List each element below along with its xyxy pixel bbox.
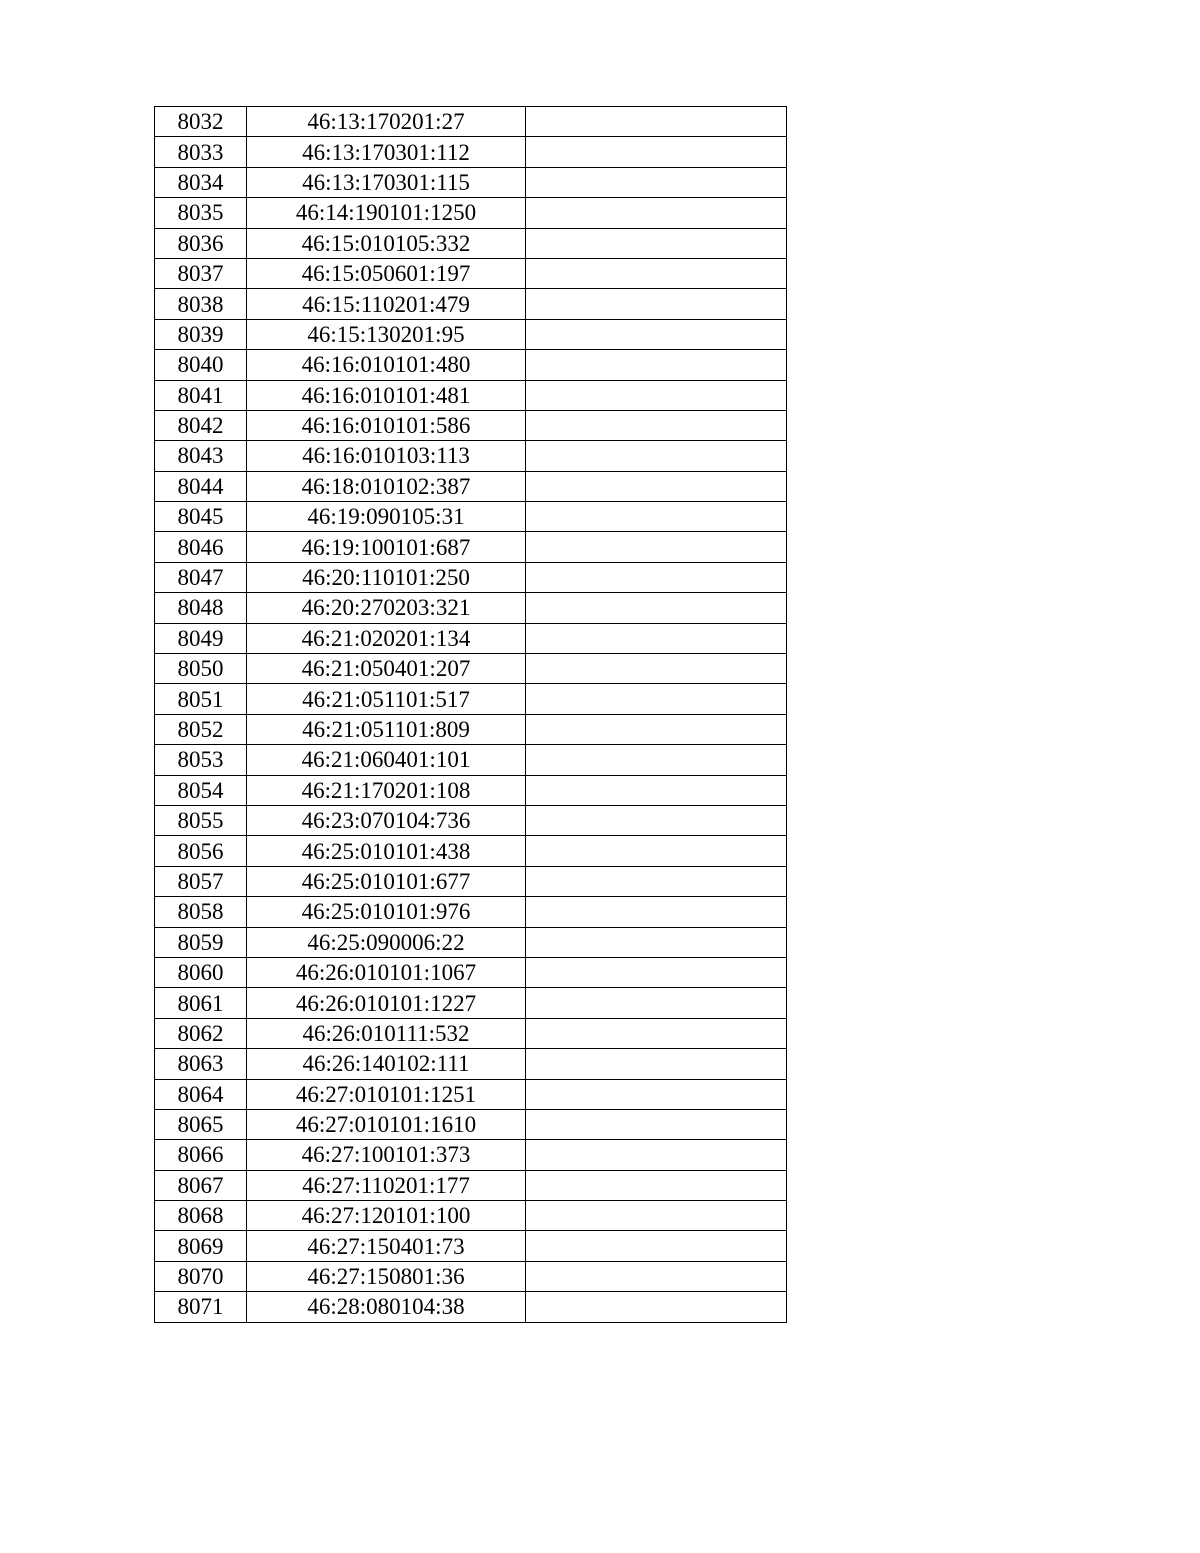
empty-note-cell <box>526 897 787 927</box>
row-number-cell: 8054 <box>155 775 247 805</box>
cadastral-number-cell: 46:15:110201:479 <box>247 289 526 319</box>
table-row <box>155 228 787 258</box>
cadastral-number-cell: 46:20:270203:321 <box>247 593 526 623</box>
table-row <box>155 866 787 896</box>
cadastral-number-cell: 46:25:010101:677 <box>247 866 526 896</box>
row-number-cell: 8047 <box>155 562 247 592</box>
table-row <box>155 471 787 501</box>
empty-note-cell <box>526 532 787 562</box>
empty-note-cell <box>526 502 787 532</box>
table-row <box>155 380 787 410</box>
empty-note-cell <box>526 714 787 744</box>
cadastral-number-cell: 46:27:010101:1610 <box>247 1109 526 1139</box>
row-number-cell: 8044 <box>155 471 247 501</box>
row-number-cell: 8045 <box>155 502 247 532</box>
cadastral-number-cell: 46:26:010111:532 <box>247 1018 526 1048</box>
cadastral-number-cell: 46:27:100101:373 <box>247 1140 526 1170</box>
empty-note-cell <box>526 289 787 319</box>
cadastral-number-cell: 46:16:010101:481 <box>247 380 526 410</box>
cadastral-number-cell: 46:13:170301:115 <box>247 167 526 197</box>
empty-note-cell <box>526 1109 787 1139</box>
empty-note-cell <box>526 805 787 835</box>
table-row <box>155 319 787 349</box>
table-row <box>155 441 787 471</box>
table-row <box>155 1201 787 1231</box>
cadastral-number-cell: 46:26:010101:1227 <box>247 988 526 1018</box>
table-row <box>155 684 787 714</box>
table-row <box>155 532 787 562</box>
empty-note-cell <box>526 380 787 410</box>
table-row <box>155 593 787 623</box>
empty-note-cell <box>526 1049 787 1079</box>
row-number-cell: 8059 <box>155 927 247 957</box>
empty-note-cell <box>526 471 787 501</box>
cadastral-number-cell: 46:27:110201:177 <box>247 1170 526 1200</box>
cadastral-number-cell: 46:21:051101:517 <box>247 684 526 714</box>
table-row <box>155 198 787 228</box>
cadastral-number-cell: 46:20:110101:250 <box>247 562 526 592</box>
cadastral-number-cell: 46:23:070104:736 <box>247 805 526 835</box>
table-row <box>155 988 787 1018</box>
row-number-cell: 8067 <box>155 1170 247 1200</box>
row-number-cell: 8055 <box>155 805 247 835</box>
cadastral-number-cell: 46:25:090006:22 <box>247 927 526 957</box>
table-body <box>155 107 787 1323</box>
table-row <box>155 167 787 197</box>
table-row <box>155 1018 787 1048</box>
table-row <box>155 836 787 866</box>
row-number-cell: 8032 <box>155 107 247 137</box>
table-row <box>155 562 787 592</box>
table-row <box>155 1109 787 1139</box>
empty-note-cell <box>526 350 787 380</box>
table-row <box>155 1049 787 1079</box>
row-number-cell: 8052 <box>155 714 247 744</box>
empty-note-cell <box>526 441 787 471</box>
empty-note-cell <box>526 927 787 957</box>
empty-note-cell <box>526 836 787 866</box>
row-number-cell: 8042 <box>155 410 247 440</box>
cadastral-number-cell: 46:16:010103:113 <box>247 441 526 471</box>
empty-note-cell <box>526 198 787 228</box>
row-number-cell: 8057 <box>155 866 247 896</box>
empty-note-cell <box>526 410 787 440</box>
cadastral-number-cell: 46:15:010105:332 <box>247 228 526 258</box>
cadastral-number-cell: 46:16:010101:480 <box>247 350 526 380</box>
row-number-cell: 8036 <box>155 228 247 258</box>
table-row <box>155 289 787 319</box>
table-row <box>155 258 787 288</box>
table-row <box>155 623 787 653</box>
row-number-cell: 8039 <box>155 319 247 349</box>
cadastral-number-cell: 46:19:100101:687 <box>247 532 526 562</box>
cadastral-number-cell: 46:21:051101:809 <box>247 714 526 744</box>
cadastral-number-cell: 46:21:020201:134 <box>247 623 526 653</box>
cadastral-number-cell: 46:26:140102:111 <box>247 1049 526 1079</box>
empty-note-cell <box>526 1292 787 1322</box>
empty-note-cell <box>526 107 787 137</box>
row-number-cell: 8063 <box>155 1049 247 1079</box>
empty-note-cell <box>526 137 787 167</box>
cadastral-number-cell: 46:27:150801:36 <box>247 1261 526 1291</box>
cadastral-number-cell: 46:21:060401:101 <box>247 745 526 775</box>
row-number-cell: 8066 <box>155 1140 247 1170</box>
cadastral-number-cell: 46:15:050601:197 <box>247 258 526 288</box>
table-row <box>155 775 787 805</box>
cadastral-number-cell: 46:21:050401:207 <box>247 654 526 684</box>
table-row <box>155 654 787 684</box>
cadastral-number-cell: 46:19:090105:31 <box>247 502 526 532</box>
empty-note-cell <box>526 623 787 653</box>
empty-note-cell <box>526 228 787 258</box>
empty-note-cell <box>526 684 787 714</box>
table-row <box>155 805 787 835</box>
cadastral-number-cell: 46:21:170201:108 <box>247 775 526 805</box>
empty-note-cell <box>526 1170 787 1200</box>
empty-note-cell <box>526 1231 787 1261</box>
table-row <box>155 1292 787 1322</box>
empty-note-cell <box>526 775 787 805</box>
row-number-cell: 8056 <box>155 836 247 866</box>
table-row <box>155 927 787 957</box>
row-number-cell: 8068 <box>155 1201 247 1231</box>
cadastral-number-cell: 46:26:010101:1067 <box>247 957 526 987</box>
table-row <box>155 137 787 167</box>
row-number-cell: 8048 <box>155 593 247 623</box>
cadastral-number-cell: 46:18:010102:387 <box>247 471 526 501</box>
cadastral-number-cell: 46:16:010101:586 <box>247 410 526 440</box>
table-row <box>155 1261 787 1291</box>
cadastral-number-cell: 46:14:190101:1250 <box>247 198 526 228</box>
row-number-cell: 8053 <box>155 745 247 775</box>
row-number-cell: 8060 <box>155 957 247 987</box>
row-number-cell: 8046 <box>155 532 247 562</box>
empty-note-cell <box>526 258 787 288</box>
empty-note-cell <box>526 988 787 1018</box>
cadastral-number-cell: 46:15:130201:95 <box>247 319 526 349</box>
table-row <box>155 107 787 137</box>
row-number-cell: 8038 <box>155 289 247 319</box>
table-row <box>155 1079 787 1109</box>
cadastral-number-cell: 46:13:170301:112 <box>247 137 526 167</box>
row-number-cell: 8050 <box>155 654 247 684</box>
row-number-cell: 8051 <box>155 684 247 714</box>
empty-note-cell <box>526 1018 787 1048</box>
cadastral-number-cell: 46:28:080104:38 <box>247 1292 526 1322</box>
row-number-cell: 8070 <box>155 1261 247 1291</box>
row-number-cell: 8049 <box>155 623 247 653</box>
table-row <box>155 502 787 532</box>
cadastral-table <box>154 106 787 1323</box>
row-number-cell: 8043 <box>155 441 247 471</box>
row-number-cell: 8065 <box>155 1109 247 1139</box>
row-number-cell: 8034 <box>155 167 247 197</box>
row-number-cell: 8069 <box>155 1231 247 1261</box>
empty-note-cell <box>526 562 787 592</box>
empty-note-cell <box>526 1140 787 1170</box>
row-number-cell: 8061 <box>155 988 247 1018</box>
row-number-cell: 8041 <box>155 380 247 410</box>
cadastral-number-cell: 46:27:010101:1251 <box>247 1079 526 1109</box>
empty-note-cell <box>526 654 787 684</box>
empty-note-cell <box>526 1261 787 1291</box>
cadastral-number-cell: 46:25:010101:976 <box>247 897 526 927</box>
empty-note-cell <box>526 866 787 896</box>
table-row <box>155 745 787 775</box>
empty-note-cell <box>526 957 787 987</box>
table-row <box>155 1140 787 1170</box>
row-number-cell: 8064 <box>155 1079 247 1109</box>
row-number-cell: 8035 <box>155 198 247 228</box>
table-row <box>155 1231 787 1261</box>
row-number-cell: 8040 <box>155 350 247 380</box>
table-row <box>155 957 787 987</box>
row-number-cell: 8062 <box>155 1018 247 1048</box>
row-number-cell: 8037 <box>155 258 247 288</box>
table-row <box>155 897 787 927</box>
table-row <box>155 714 787 744</box>
row-number-cell: 8058 <box>155 897 247 927</box>
table-row <box>155 350 787 380</box>
table-row <box>155 1170 787 1200</box>
empty-note-cell <box>526 1079 787 1109</box>
row-number-cell: 8071 <box>155 1292 247 1322</box>
empty-note-cell <box>526 1201 787 1231</box>
cadastral-number-cell: 46:25:010101:438 <box>247 836 526 866</box>
row-number-cell: 8033 <box>155 137 247 167</box>
cadastral-number-cell: 46:13:170201:27 <box>247 107 526 137</box>
empty-note-cell <box>526 319 787 349</box>
empty-note-cell <box>526 593 787 623</box>
cadastral-number-cell: 46:27:150401:73 <box>247 1231 526 1261</box>
table-row <box>155 410 787 440</box>
cadastral-number-cell: 46:27:120101:100 <box>247 1201 526 1231</box>
empty-note-cell <box>526 745 787 775</box>
empty-note-cell <box>526 167 787 197</box>
